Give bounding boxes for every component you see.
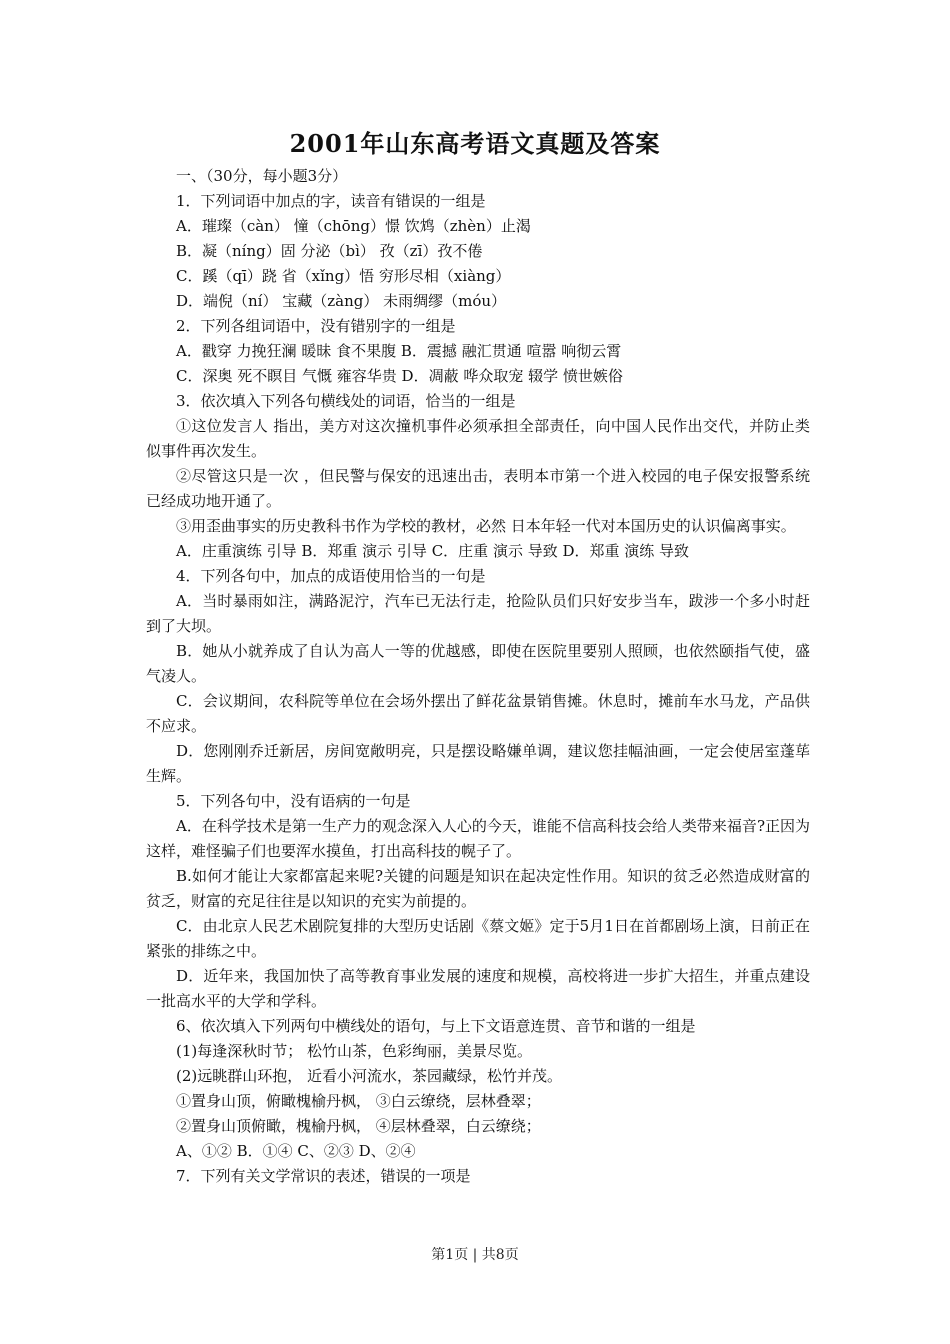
question-3-sentence-1: ①这位发言人 指出，美方对这次撞机事件必须承担全部责任，向中国人民作出交代，并防止类似事件再次发生。 (146, 417, 810, 460)
question-3-sentence-3: ③用歪曲事实的历史教科书作为学校的教材，必然 日本年轻一代对本国历史的认识偏离事实。 (176, 517, 796, 535)
question-4-option-c: C．会议期间，农科院等单位在会场外摆出了鲜花盆景销售摊。休息时，摊前车水马龙，产品供不应求。 (146, 692, 810, 735)
question-4-option-d: D．您刚刚乔迁新居，房间宽敞明亮，只是摆设略嫌单调，建议您挂幅油画，一定会使居室蓬荜生辉。 (146, 742, 810, 785)
document-body (146, 164, 810, 1189)
question-7-stem: 7．下列有关文学常识的表述，错误的一项是 (176, 1167, 471, 1185)
question-1-option-a: A．璀璨（càn） 憧（chōng）憬 饮鸩（zhèn）止渴 (176, 217, 531, 235)
question-2-stem: 2．下列各组词语中，没有错别字的一组是 (176, 317, 456, 335)
question-6-stem: 6、依次填入下列两句中横线处的语句，与上下文语意连贯、音节和谐的一组是 (176, 1017, 696, 1035)
document-title: 2001年山东高考语文真题及答案 (289, 129, 661, 158)
question-4-stem: 4．下列各句中，加点的成语使用恰当的一句是 (176, 567, 486, 585)
question-5-option-c: C．由北京人民艺术剧院复排的大型历史话剧《蔡文姬》定于5月1日在首都剧场上演，日前正在紧张的排练之中。 (146, 917, 810, 960)
question-1-option-c: C．蹊（qī）跷 省（xǐng）悟 穷形尽相（xiàng） (176, 267, 511, 285)
question-5-option-d: D．近年来，我国加快了高等教育事业发展的速度和规模，高校将进一步扩大招生，并重点建设一批高水平的大学和学科。 (146, 967, 810, 1010)
question-6-choices-2-4: ②置身山顶俯瞰，槐榆丹枫， ④层林叠翠，白云缭绕； (176, 1117, 541, 1135)
question-5-stem: 5．下列各句中，没有语病的一句是 (176, 792, 411, 810)
question-2-options-cd: C．深奥 死不瞑目 气慨 雍容华贵 D．凋蔽 哗众取宠 辍学 愤世嫉俗 (176, 367, 623, 385)
page-footer: 第1页 | 共8页 (431, 1247, 519, 1263)
question-6-choices-1-3: ①置身山顶，俯瞰槐榆丹枫， ③白云缭绕，层林叠翠； (176, 1092, 541, 1110)
question-3-stem: 3．依次填入下列各句横线处的词语，恰当的一组是 (176, 392, 516, 410)
question-6-options: A、①② B．①④ C、②③ D、②④ (176, 1142, 416, 1160)
question-6-sentence-2: (2)远眺群山环抱， 近看小河流水，茶园藏绿，松竹并茂。 (176, 1067, 563, 1085)
question-5-option-a: A．在科学技术是第一生产力的观念深入人心的今天，谁能不信高科技会给人类带来福音?正因为这样，难怪骗子们也要浑水摸鱼，打出高科技的幌子了。 (146, 817, 810, 860)
question-4-option-b: B．她从小就养成了自认为高人一等的优越感，即使在医院里要别人照顾，也依然颐指气使，盛气凌人。 (146, 642, 810, 685)
question-3-sentence-2: ②尽管这只是一次 ，但民警与保安的迅速出击，表明本市第一个进入校园的电子保安报警系统已经成功地开通了。 (146, 467, 810, 510)
question-2-options-ab: A．戳穿 力挽狂澜 暖昧 食不果腹 B．震撼 融汇贯通 喧嚣 响彻云霄 (176, 342, 622, 360)
question-6-sentence-1: (1)每逢深秋时节； 松竹山茶，色彩绚丽，美景尽览。 (176, 1042, 533, 1060)
question-1-option-d: D．端倪（ní） 宝藏（zàng） 未雨绸缪（móu） (176, 292, 507, 310)
question-3-options: A．庄重演练 引导 B．郑重 演示 引导 C．庄重 演示 导致 D．郑重 演练 导致 (176, 542, 690, 560)
question-5-option-b: B.如何才能让大家都富起来呢?关键的问题是知识在起决定性作用。知识的贫乏必然造成财富的贫乏，财富的充足往往是以知识的充实为前提的。 (146, 867, 810, 910)
section-heading: 一、（30分，每小题3分） (176, 167, 348, 185)
question-1-stem: 1．下列词语中加点的字，读音有错误的一组是 (176, 192, 486, 210)
question-4-option-a: A．当时暴雨如注，满路泥泞，汽车已无法行走，抢险队员们只好安步当车，跋涉一个多小时赶到了大坝。 (146, 592, 810, 635)
question-1-option-b: B．凝（níng）固 分泌（bì） 孜（zī）孜不倦 (176, 242, 483, 260)
